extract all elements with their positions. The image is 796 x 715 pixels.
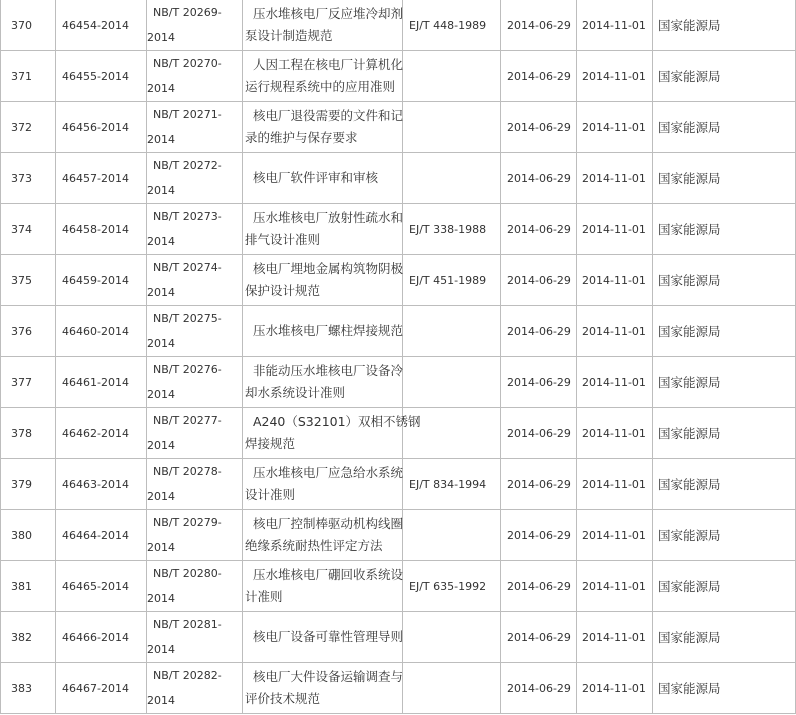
- standard-title-cell: [243, 561, 403, 612]
- standard-title-line2: 计准则: [245, 589, 283, 604]
- row-number-cell: 373: [1, 153, 56, 204]
- department-cell: 国家能源局: [653, 306, 796, 357]
- effective-date-cell: 2014-11-01: [577, 357, 653, 408]
- standard-number-cell: 46466-2014: [56, 612, 147, 663]
- standard-code-line1: NB/T 20280-: [153, 567, 222, 580]
- replaced-standard-cell: [403, 663, 501, 714]
- row-number-cell: 379: [1, 459, 56, 510]
- approval-date-cell: 2014-06-29: [501, 561, 577, 612]
- standard-code-line2: 2014: [147, 337, 175, 350]
- approval-date-cell: 2014-06-29: [501, 255, 577, 306]
- standard-title-cell: [243, 459, 403, 510]
- standard-code-cell: [147, 612, 243, 663]
- standard-code-line2: 2014: [147, 82, 175, 95]
- standard-title-cell: [243, 204, 403, 255]
- replaced-standard-cell: [403, 510, 501, 561]
- standard-title-cell: [243, 0, 403, 51]
- effective-date-cell: 2014-11-01: [577, 408, 653, 459]
- standard-code-line1: NB/T 20282-: [153, 669, 222, 682]
- standard-title-line1: 压水堆核电厂硼回收系统设: [245, 567, 403, 582]
- department-cell: 国家能源局: [653, 561, 796, 612]
- standard-code-line2: 2014: [147, 592, 175, 605]
- table-row: [1, 663, 796, 714]
- standard-code-line1: NB/T 20278-: [153, 465, 222, 478]
- standard-number-cell: 46456-2014: [56, 102, 147, 153]
- standard-title-line1: A240（S32101）双相不锈钢: [245, 414, 421, 429]
- table-row: [1, 561, 796, 612]
- effective-date-cell: 2014-11-01: [577, 102, 653, 153]
- table-row: [1, 102, 796, 153]
- standard-number-cell: 46459-2014: [56, 255, 147, 306]
- standard-number-cell: 46455-2014: [56, 51, 147, 102]
- standard-code-line1: NB/T 20270-: [153, 57, 222, 70]
- standard-title-line2: 运行规程系统中的应用准则: [245, 79, 396, 94]
- standard-title-line2: 焊接规范: [245, 436, 296, 451]
- effective-date-cell: 2014-11-01: [577, 306, 653, 357]
- department-cell: 国家能源局: [653, 408, 796, 459]
- standard-number-cell: 46467-2014: [56, 663, 147, 714]
- standard-title-cell: [243, 408, 421, 459]
- standard-title-line1: 人因工程在核电厂计算机化: [245, 57, 403, 72]
- standard-number-cell: 46462-2014: [56, 408, 147, 459]
- standard-code-line2: 2014: [147, 388, 175, 401]
- standard-number-cell: 46457-2014: [56, 153, 147, 204]
- department-cell: 国家能源局: [653, 102, 796, 153]
- approval-date-cell: 2014-06-29: [501, 204, 577, 255]
- approval-date-cell: 2014-06-29: [501, 612, 577, 663]
- standard-number-cell: 46461-2014: [56, 357, 147, 408]
- approval-date-cell: 2014-06-29: [501, 51, 577, 102]
- effective-date-cell: 2014-11-01: [577, 459, 653, 510]
- standard-code-cell: [147, 561, 243, 612]
- standard-code-cell: [147, 102, 243, 153]
- effective-date-cell: 2014-11-01: [577, 0, 653, 51]
- standard-title-line1: 核电厂设备可靠性管理导则: [245, 629, 403, 644]
- replaced-standard-cell: [403, 306, 501, 357]
- standard-title-line2: 评价技术规范: [245, 691, 321, 706]
- table-row: [1, 357, 796, 408]
- row-number-cell: 371: [1, 51, 56, 102]
- standard-code-line1: NB/T 20269-: [153, 6, 222, 19]
- standard-title-cell: [243, 306, 403, 357]
- standard-code-line1: NB/T 20277-: [153, 414, 222, 427]
- standard-title-line2: 泵设计制造规范: [245, 28, 333, 43]
- approval-date-cell: 2014-06-29: [501, 663, 577, 714]
- department-cell: 国家能源局: [653, 204, 796, 255]
- standard-title-line2: 设计准则: [245, 487, 296, 502]
- replaced-standard-cell: [403, 153, 501, 204]
- standard-code-line2: 2014: [147, 286, 175, 299]
- standard-code-line2: 2014: [147, 643, 175, 656]
- standard-title-cell: [243, 153, 403, 204]
- standard-code-cell: [147, 0, 243, 51]
- standard-code-line2: 2014: [147, 31, 175, 44]
- standard-number-cell: 46465-2014: [56, 561, 147, 612]
- department-cell: 国家能源局: [653, 663, 796, 714]
- standard-code-cell: [147, 255, 243, 306]
- approval-date-cell: 2014-06-29: [501, 0, 577, 51]
- row-number-cell: 374: [1, 204, 56, 255]
- standard-title-line1: 压水堆核电厂应急给水系统: [245, 465, 403, 480]
- row-number-cell: 376: [1, 306, 56, 357]
- standard-code-cell: [147, 204, 243, 255]
- standard-title-line2: 却水系统设计准则: [245, 385, 346, 400]
- standard-code-cell: [147, 153, 243, 204]
- approval-date-cell: 2014-06-29: [501, 153, 577, 204]
- standard-title-line1: 核电厂大件设备运输调查与: [245, 669, 403, 684]
- replaced-standard-cell: EJ/T 834-1994: [403, 459, 501, 510]
- standard-code-line2: 2014: [147, 235, 175, 248]
- standard-title-line1: 核电厂软件评审和审核: [245, 170, 378, 185]
- effective-date-cell: 2014-11-01: [577, 561, 653, 612]
- effective-date-cell: 2014-11-01: [577, 204, 653, 255]
- table-body: [1, 0, 796, 714]
- standard-title-cell: [243, 357, 403, 408]
- standard-code-line2: 2014: [147, 184, 175, 197]
- approval-date-cell: 2014-06-29: [501, 408, 577, 459]
- standard-title-line1: 非能动压水堆核电厂设备冷: [245, 363, 403, 378]
- department-cell: 国家能源局: [653, 357, 796, 408]
- standard-code-line1: NB/T 20276-: [153, 363, 222, 376]
- table-row: [1, 51, 796, 102]
- standard-code-cell: [147, 510, 243, 561]
- standard-title-line1: 压水堆核电厂放射性疏水和: [245, 210, 403, 225]
- standard-code-line1: NB/T 20275-: [153, 312, 222, 325]
- table-row: [1, 612, 796, 663]
- row-number-cell: 380: [1, 510, 56, 561]
- table-row: [1, 0, 796, 51]
- department-cell: 国家能源局: [653, 459, 796, 510]
- standard-title-cell: [243, 102, 403, 153]
- replaced-standard-cell: EJ/T 635-1992: [403, 561, 501, 612]
- replaced-standard-cell: [403, 357, 501, 408]
- standard-title-line1: 核电厂控制棒驱动机构线圈: [245, 516, 403, 531]
- standard-title-line1: 核电厂埋地金属构筑物阴极: [245, 261, 403, 276]
- replaced-standard-cell: EJ/T 338-1988: [403, 204, 501, 255]
- standard-title-line2: 保护设计规范: [245, 283, 321, 298]
- standard-code-line2: 2014: [147, 490, 175, 503]
- standard-title-cell: [243, 255, 403, 306]
- standard-number-cell: 46463-2014: [56, 459, 147, 510]
- table-row: [1, 204, 796, 255]
- standard-title-line2: 绝缘系统耐热性评定方法: [245, 538, 383, 553]
- row-number-cell: 383: [1, 663, 56, 714]
- effective-date-cell: 2014-11-01: [577, 510, 653, 561]
- table-row: [1, 510, 796, 561]
- table-row: [1, 306, 796, 357]
- standard-code-line2: 2014: [147, 541, 175, 554]
- approval-date-cell: 2014-06-29: [501, 357, 577, 408]
- row-number-cell: 382: [1, 612, 56, 663]
- standard-code-line1: NB/T 20281-: [153, 618, 222, 631]
- standard-code-cell: [147, 306, 243, 357]
- effective-date-cell: 2014-11-01: [577, 612, 653, 663]
- standard-code-cell: [147, 663, 243, 714]
- standard-code-line1: NB/T 20271-: [153, 108, 222, 121]
- row-number-cell: 381: [1, 561, 56, 612]
- department-cell: 国家能源局: [653, 255, 796, 306]
- standard-number-cell: 46454-2014: [56, 0, 147, 51]
- row-number-cell: 375: [1, 255, 56, 306]
- table-row: [1, 408, 796, 459]
- standard-code-cell: [147, 357, 243, 408]
- standard-code-line1: NB/T 20279-: [153, 516, 222, 529]
- effective-date-cell: 2014-11-01: [577, 153, 653, 204]
- standard-code-cell: [147, 408, 243, 459]
- approval-date-cell: 2014-06-29: [501, 459, 577, 510]
- row-number-cell: 370: [1, 0, 56, 51]
- standard-title-cell: [243, 663, 403, 714]
- standard-number-cell: 46460-2014: [56, 306, 147, 357]
- table-row: [1, 459, 796, 510]
- standard-number-cell: 46464-2014: [56, 510, 147, 561]
- row-number-cell: 378: [1, 408, 56, 459]
- department-cell: 国家能源局: [653, 51, 796, 102]
- standard-code-line2: 2014: [147, 694, 175, 707]
- table-row: [1, 255, 796, 306]
- table-row: [1, 153, 796, 204]
- approval-date-cell: 2014-06-29: [501, 102, 577, 153]
- replaced-standard-cell: EJ/T 451-1989: [403, 255, 501, 306]
- standard-title-cell: [243, 51, 403, 102]
- replaced-standard-cell: [403, 612, 501, 663]
- replaced-standard-cell: [403, 102, 501, 153]
- standard-title-line2: 排气设计准则: [245, 232, 321, 247]
- standard-code-line2: 2014: [147, 133, 175, 146]
- department-cell: 国家能源局: [653, 510, 796, 561]
- department-cell: 国家能源局: [653, 153, 796, 204]
- department-cell: 国家能源局: [653, 612, 796, 663]
- standard-title-cell: [243, 510, 403, 561]
- replaced-standard-cell: [403, 51, 501, 102]
- standard-title-line1: 压水堆核电厂反应堆冷却剂: [245, 6, 403, 21]
- standard-code-line1: NB/T 20274-: [153, 261, 222, 274]
- approval-date-cell: 2014-06-29: [501, 306, 577, 357]
- effective-date-cell: 2014-11-01: [577, 663, 653, 714]
- standard-code-cell: [147, 51, 243, 102]
- department-cell: 国家能源局: [653, 0, 796, 51]
- standard-title-cell: [243, 612, 403, 663]
- effective-date-cell: 2014-11-01: [577, 255, 653, 306]
- standard-code-line2: 2014: [147, 439, 175, 452]
- row-number-cell: 377: [1, 357, 56, 408]
- standard-title-line1: 压水堆核电厂螺柱焊接规范: [245, 323, 403, 338]
- effective-date-cell: 2014-11-01: [577, 51, 653, 102]
- standard-title-line1: 核电厂退役需要的文件和记: [245, 108, 403, 123]
- standard-code-line1: NB/T 20272-: [153, 159, 222, 172]
- replaced-standard-cell: EJ/T 448-1989: [403, 0, 501, 51]
- standard-title-line2: 录的维护与保存要求: [245, 130, 358, 145]
- row-number-cell: 372: [1, 102, 56, 153]
- standard-code-line1: NB/T 20273-: [153, 210, 222, 223]
- approval-date-cell: 2014-06-29: [501, 510, 577, 561]
- standard-code-cell: [147, 459, 243, 510]
- standard-number-cell: 46458-2014: [56, 204, 147, 255]
